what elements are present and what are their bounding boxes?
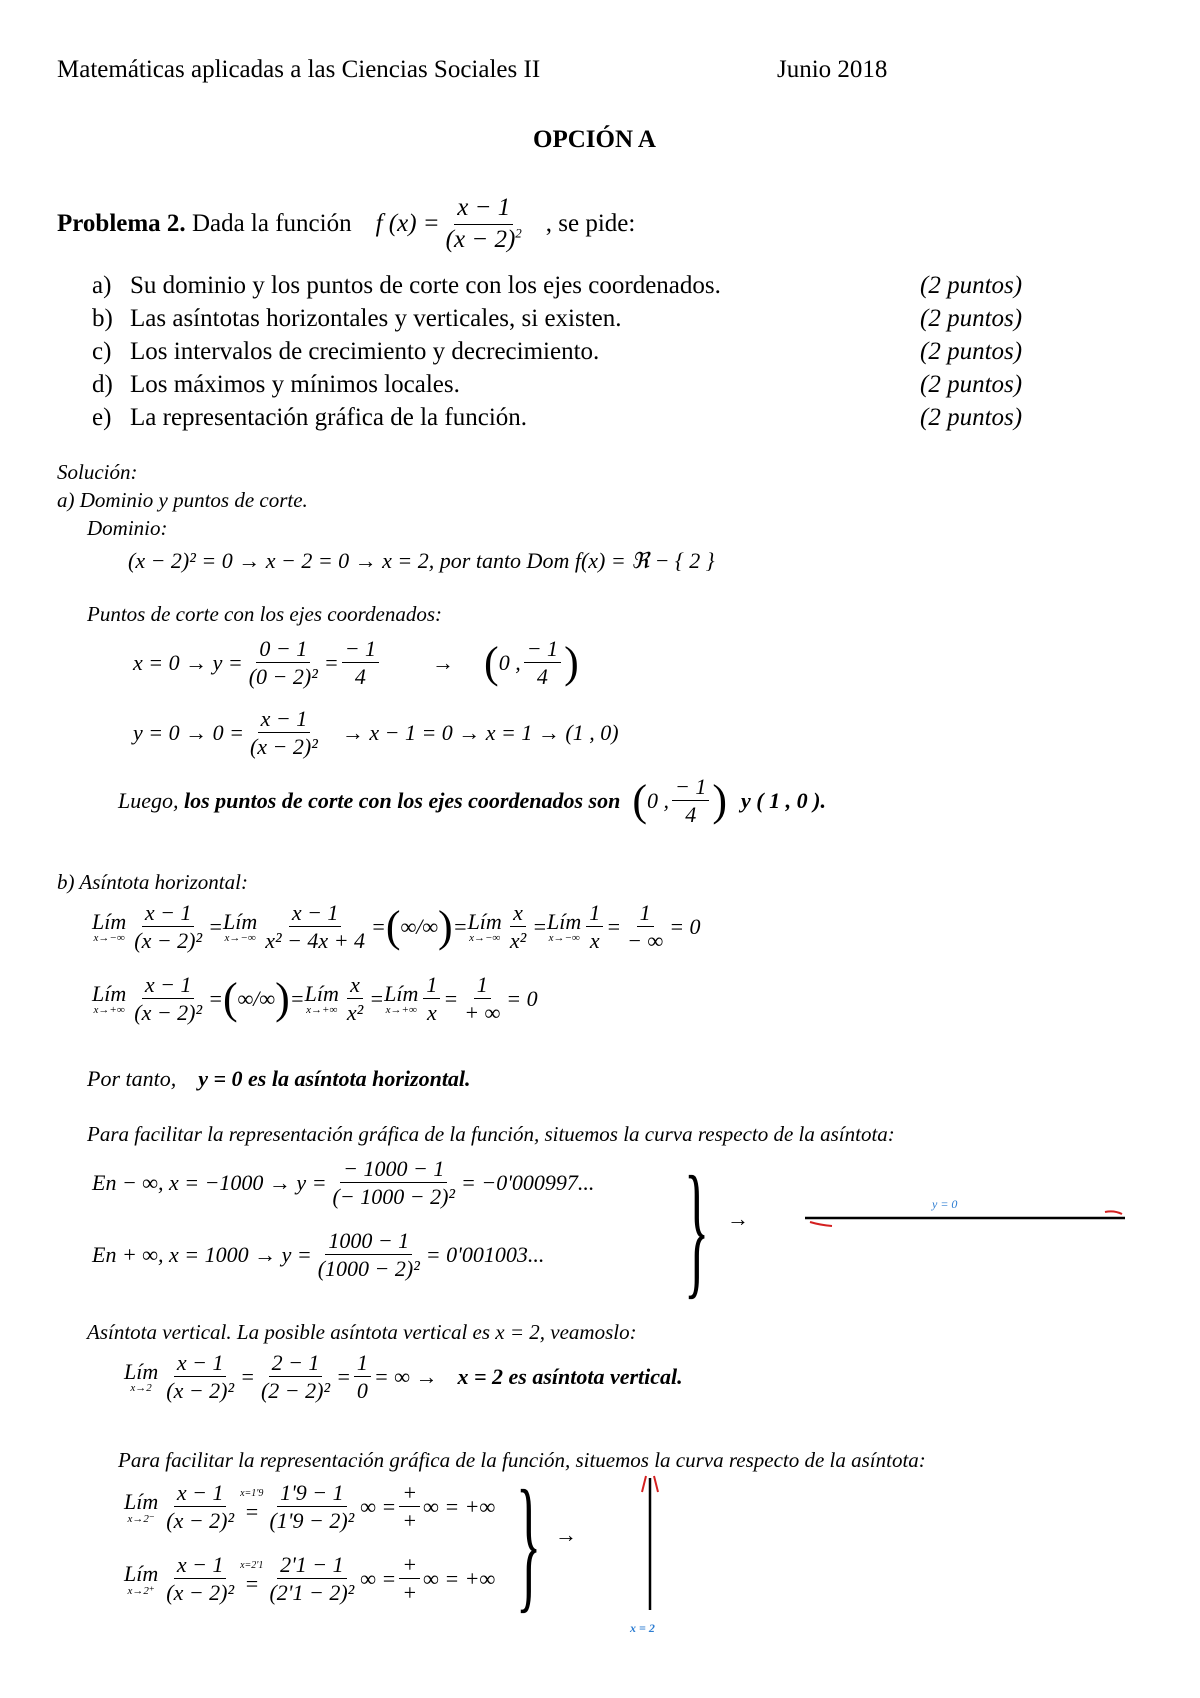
h1-den5: − ∞ <box>627 928 664 954</box>
arrow-2: → <box>555 1522 577 1547</box>
problem-item <box>92 404 1042 432</box>
function-denominator: (x − 2) <box>445 225 516 253</box>
item-points: (2 puntos) <box>920 371 1023 398</box>
v2-den2: (2'1 − 2)² <box>269 1580 355 1606</box>
cut-x0-denominator: (0 − 2)² <box>248 664 318 690</box>
h2-den5: + ∞ <box>464 1000 501 1026</box>
h2-num4: 1 <box>423 972 440 999</box>
v-num1: x − 1 <box>174 1350 227 1377</box>
cut-x0-point-denominator: 4 <box>536 664 548 690</box>
relative-position-text: Para facilitar la representación gráfica de la función, situemos la curva respecto de la asíntota: <box>87 1122 895 1146</box>
problem-label: Problema 2. <box>57 210 186 238</box>
h1-den1: (x − 2)² <box>134 928 203 954</box>
h-conclusion-text: y = 0 es la asíntota horizontal. <box>198 1066 471 1091</box>
v1-den2: (1'9 − 2)² <box>269 1508 355 1534</box>
lim-word: Lím <box>92 909 127 935</box>
v1-num2: 1'9 − 1 <box>277 1480 347 1507</box>
v-num2: 2 − 1 <box>269 1350 323 1377</box>
item-points: (2 puntos) <box>920 404 1023 431</box>
h1-result: = 0 <box>669 913 701 939</box>
item-letter: d) <box>92 371 113 398</box>
right-limit: Lím x→2⁺ $\frac{x - 1}{\text{(x − 2)²}}$ x=2'1 = $\frac{2'1 - 1}{\text{(2'1 − 2)²}}$ ∞ = $\frac{+}{+}$ ∞ = +∞ <box>124 1552 496 1606</box>
v1-substitution: x=1'9 <box>240 1488 264 1500</box>
horizontal-conclusion <box>87 1066 471 1092</box>
vertical-asymptote-sketch <box>615 1470 685 1640</box>
item-points: (2 puntos) <box>920 272 1023 299</box>
lim-subscript: x→+∞ <box>306 1004 338 1017</box>
cut-x0-point-left: 0 , <box>498 649 521 675</box>
horizontal-limit-plus-inf: Lím x→+∞ $\frac{x - 1}{\text{(x − 2)²}}$ = ( ∞/∞ ) = Lím x→+∞ $\frac{x}{\text{x²}}$ = Lím x→+∞ $\frac{1}{x}$ = $\frac{1}{+ \infty}$ = 0 <box>92 972 538 1026</box>
h2-result: = 0 <box>506 985 538 1011</box>
right-brace: } <box>684 1146 710 1312</box>
part-b-heading: b) Asíntota horizontal: <box>57 870 248 894</box>
v1-den3: + <box>402 1508 418 1534</box>
problem-item <box>92 272 1042 300</box>
domain-label: Dominio: <box>87 516 168 540</box>
cut-y0-lead: y = 0 → 0 = <box>133 719 244 745</box>
item-letter: b) <box>92 305 113 332</box>
v2-result: ∞ = +∞ <box>423 1565 496 1591</box>
pos1-result: = −0'000997... <box>461 1169 595 1195</box>
h1-den2: x² − 4x + 4 <box>265 928 366 954</box>
v2-num2: 2'1 − 1 <box>277 1552 347 1579</box>
v-den2: (2 − 2)² <box>260 1378 331 1404</box>
function-name: f (x) = <box>375 210 440 238</box>
item-text: Los máximos y mínimos locales. <box>130 371 460 398</box>
lim-word: Lím <box>222 909 258 935</box>
problem-item <box>92 338 1042 366</box>
item-letter: a) <box>92 272 112 299</box>
h1-num4: 1 <box>586 900 603 927</box>
h2-num5: 1 <box>474 972 491 999</box>
v2-den1: (x − 2)² <box>166 1580 235 1606</box>
v2-den3: + <box>402 1580 418 1606</box>
h1-num2: x − 1 <box>289 900 342 927</box>
problem-item <box>92 305 1042 333</box>
right-brace-2: } <box>516 1460 542 1626</box>
v-asymptote-label: x = 2 <box>630 1621 655 1635</box>
h1-indeterminate: ∞/∞ <box>400 913 439 939</box>
lim-subscript: x→2⁻ <box>127 1512 155 1525</box>
cut-x0-result-denominator: 4 <box>354 664 366 690</box>
horizontal-limit-minus-inf: Lím x→−∞ $\frac{x - 1}{\text{(x − 2)²}}$ = Lím x→−∞ $\frac{x - 1}{\text{x² − 4x + 4}}$ = ( ∞/∞ ) = Lím x→−∞ $\frac{x}{\text{x²}}$ = Lím x→−∞ $\frac{1}{x}$ = $\frac{1}{- \infty}$ = 0 <box>92 900 701 954</box>
h2-den1: (x − 2)² <box>134 1000 203 1026</box>
lim-word: Lím <box>124 1488 159 1514</box>
h1-num5: 1 <box>637 900 654 927</box>
h-asymptote-label: y = 0 <box>932 1197 958 1211</box>
pos2-result: = 0'001003... <box>425 1241 545 1267</box>
cut-x0-point-numerator: − 1 <box>524 636 561 663</box>
lim-subscript: x→−∞ <box>548 932 580 945</box>
cut-x0-equals: = <box>323 649 339 675</box>
function-fraction <box>443 194 525 255</box>
cut-x0-numerator: 0 − 1 <box>256 636 310 663</box>
exam-date: Junio 2018 <box>777 56 888 83</box>
problem-statement <box>57 194 635 255</box>
lim-word: Lím <box>547 909 582 935</box>
v2-mid: ∞ = <box>360 1565 397 1591</box>
v2-num1: x − 1 <box>174 1552 227 1579</box>
h2-den3: x² <box>346 1000 364 1026</box>
cut-x0-result-numerator: − 1 <box>342 636 379 663</box>
lim-subscript: x→+∞ <box>93 1004 125 1017</box>
cut-x0-lead: x = 0 → y = <box>133 649 243 675</box>
lim-subscript: x→−∞ <box>224 932 256 945</box>
relative-position-text-2: Para facilitar la representación gráfica de la función, situemos la curva respecto de la asíntota: <box>118 1448 926 1472</box>
lim-word: Lím <box>384 981 419 1007</box>
lim-subscript: x→+∞ <box>385 1004 417 1017</box>
curve-right-branch <box>1105 1211 1122 1214</box>
h2-num1: x − 1 <box>142 972 195 999</box>
v1-num3: + <box>399 1480 420 1507</box>
v-num3: 1 <box>354 1350 371 1377</box>
h2-num3: x <box>347 972 363 999</box>
h1-num3: x <box>510 900 526 927</box>
item-letter: c) <box>92 338 112 365</box>
curve-left-branch <box>810 1222 832 1226</box>
position-minus-inf <box>92 1156 594 1210</box>
lim-subscript: x→−∞ <box>93 932 125 945</box>
v1-den1: (x − 2)² <box>166 1508 235 1534</box>
h2-den4: x <box>426 1000 437 1026</box>
problem-suffix: , se pide: <box>545 210 636 238</box>
lim-word: Lím <box>124 1359 159 1385</box>
cuts-conclusion: Luego, los puntos de corte con los ejes coordenados son ( 0 , $\frac{- 1}{4}$ ) y ( 1 , 0 ). <box>118 774 826 828</box>
curve-left-branch-v <box>642 1476 646 1492</box>
lim-word: Lím <box>92 981 127 1007</box>
lim-subscript: x→−∞ <box>469 932 501 945</box>
problem-intro: Dada la función <box>191 210 352 238</box>
h2-indeterminate: ∞/∞ <box>237 985 276 1011</box>
pos1-lead: En − ∞, x = −1000 → y = <box>92 1169 327 1195</box>
conclusion-point-left: 0 , <box>647 787 670 813</box>
vertical-intro: Asíntota vertical. La posible asíntota vertical es x = 2, veamoslo: <box>87 1320 637 1344</box>
cut-y0-line <box>133 706 619 760</box>
lim-subscript: x→2⁺ <box>127 1584 155 1597</box>
v1-mid: ∞ = <box>360 1493 397 1519</box>
option-title: OPCIÓN A <box>533 126 656 153</box>
lim-word: Lím <box>467 909 502 935</box>
lim-word: Lím <box>304 981 339 1007</box>
conclusion-point-denominator: 4 <box>685 802 697 828</box>
item-letter: e) <box>92 404 112 431</box>
subject-title: Matemáticas aplicadas a las Ciencias Sociales II <box>57 56 541 83</box>
function-exponent: 2 <box>515 225 522 241</box>
h1-den3: x² <box>509 928 527 954</box>
part-a-heading: a) Dominio y puntos de corte. <box>57 488 308 512</box>
h-conclusion-prefix: Por tanto, <box>87 1066 177 1091</box>
arrow: → <box>727 1206 749 1231</box>
cut-x0-line: x = 0 → y = $\frac{0 - 1}{\text{(0 − 2)²}}$ = $\frac{- 1}{4}$ → ( 0 , $\frac{- 1}{4}$ ) <box>133 636 579 690</box>
pos1-den: (− 1000 − 2)² <box>332 1184 455 1210</box>
v-den1: (x − 2)² <box>166 1378 235 1404</box>
cut-y0-numerator: x − 1 <box>258 706 311 733</box>
item-points: (2 puntos) <box>920 305 1023 332</box>
item-text: Su dominio y los puntos de corte con los ejes coordenados. <box>130 272 721 299</box>
item-text: La representación gráfica de la función. <box>130 404 528 431</box>
v1-result: ∞ = +∞ <box>423 1493 496 1519</box>
domain-equation: (x − 2)² = 0 → x − 2 = 0 → x = 2, por tanto Dom f(x) = ℜ − { 2 } <box>128 548 715 573</box>
curve-right-branch-v <box>654 1476 658 1492</box>
v2-num3: + <box>399 1552 420 1579</box>
v-rest: = ∞ → <box>373 1363 438 1389</box>
pos1-num: − 1000 − 1 <box>340 1156 447 1183</box>
solution-title: Solución: <box>57 460 138 484</box>
function-numerator: x − 1 <box>454 194 513 225</box>
cut-y0-denominator: (x − 2)² <box>249 734 318 760</box>
item-points: (2 puntos) <box>920 338 1023 365</box>
conclusion-text: los puntos de corte con los ejes coordenados son <box>184 787 621 813</box>
problem-item <box>92 371 1042 399</box>
v-conclusion: x = 2 es asíntota vertical. <box>457 1363 683 1389</box>
position-plus-inf <box>92 1228 544 1282</box>
h1-num1: x − 1 <box>142 900 195 927</box>
conclusion-prefix: Luego, <box>118 787 179 813</box>
cut-y0-rest: → x − 1 = 0 → x = 1 → (1 , 0) <box>341 719 619 745</box>
pos2-num: 1000 − 1 <box>325 1228 412 1255</box>
h1-den4: x <box>589 928 600 954</box>
lim-word: Lím <box>124 1560 159 1586</box>
v-den3: 0 <box>356 1378 368 1404</box>
horizontal-asymptote-sketch <box>800 1190 1130 1240</box>
conclusion-point-numerator: − 1 <box>672 774 709 801</box>
v2-substitution: x=2'1 <box>240 1560 264 1572</box>
vertical-limit: Lím x→2 $\frac{x - 1}{\text{(x − 2)²}}$ = $\frac{2 - 1}{\text{(2 − 2)²}}$ = $\frac{1}{0}$ = ∞ → x = 2 es asíntota vertical. <box>124 1350 683 1404</box>
pos2-lead: En + ∞, x = 1000 → y = <box>92 1241 312 1267</box>
item-text: Las asíntotas horizontales y verticales, si existen. <box>130 305 622 332</box>
v1-num1: x − 1 <box>174 1480 227 1507</box>
cuts-label: Puntos de corte con los ejes coordenados: <box>87 602 442 626</box>
conclusion-tail: y ( 1 , 0 ). <box>741 787 826 813</box>
item-text: Los intervalos de crecimiento y decrecimiento. <box>130 338 600 365</box>
cut-x0-arrow: → <box>432 649 455 675</box>
lim-subscript: x→2 <box>130 1382 152 1395</box>
pos2-den: (1000 − 2)² <box>317 1256 420 1282</box>
left-limit: Lím x→2⁻ $\frac{x - 1}{\text{(x − 2)²}}$ x=1'9 = $\frac{1'9 - 1}{\text{(1'9 − 2)²}}$ ∞ = $\frac{+}{+}$ ∞ = +∞ <box>124 1480 496 1534</box>
